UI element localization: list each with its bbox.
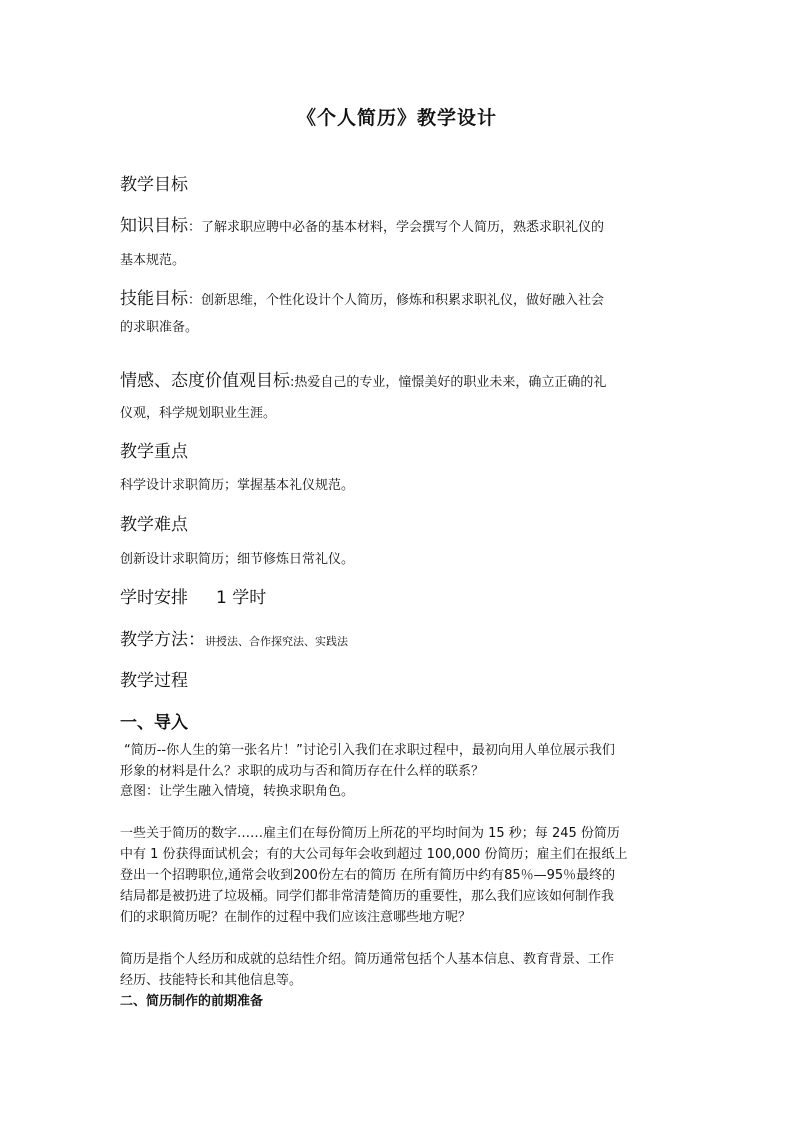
- difficulties-heading: 教学难点: [120, 515, 188, 535]
- attitude-objective-line1: [120, 366, 680, 391]
- section1-para1-line3: 意图：让学生融入情境，转换求职角色。: [120, 784, 355, 799]
- skill-objective-line2: 的求职准备。: [120, 320, 199, 335]
- section1-para3-line2: 经历、技能特长和其他信息等。: [120, 973, 303, 988]
- methods-text: 讲授法、合作探究法、实践法: [205, 635, 348, 648]
- methods-heading: 教学方法：: [120, 630, 205, 650]
- schedule-value: 1 学时: [216, 588, 267, 608]
- attitude-objective-label: 情感、态度价值观目标: [120, 371, 290, 391]
- key-points-text: 科学设计求职简历；掌握基本礼仪规范。: [120, 478, 355, 493]
- process-heading: 教学过程: [120, 671, 188, 691]
- section2-heading: 二、简历制作的前期准备: [120, 994, 264, 1009]
- objectives-heading: 教学目标: [120, 175, 188, 195]
- skill-objective-line1: [120, 284, 680, 309]
- section1-para2-line4: 结局都是被扔进了垃圾桶。同学们都非常清楚简历的重要性，那么我们应该如何制作我: [120, 889, 615, 904]
- section1-para2-line3: 登出一个招聘职位,通常会收到200份左右的简历 在所有简历中约有85％—95％最终的: [120, 868, 616, 883]
- knowledge-objective-line2: 基本规范。: [120, 253, 186, 268]
- section1-para2-line5: 们的求职简历呢？在制作的过程中我们应该注意哪些地方呢？: [120, 910, 472, 925]
- key-points-heading: 教学重点: [120, 442, 188, 462]
- section1-para3-line1: 简历是指个人经历和成就的总结性介绍。简历通常包括个人基本信息、教育背景、工作: [120, 952, 615, 967]
- section1-para1-line1: “简历--你人生的第一张名片！”讨论引入我们在求职过程中，最初向用人单位展示我们: [124, 743, 615, 758]
- section1-heading: 一、导入: [120, 713, 188, 733]
- methods-line: [120, 625, 680, 650]
- section1-para2-line2: 中有 1 份获得面试机会；有的大公司每年会收到超过 100,000 份简历；雇主们在报纸上: [120, 847, 628, 862]
- document-title: 《个人简历》教学设计: [296, 107, 497, 129]
- attitude-objective-text: :热爱自己的专业，憧憬美好的职业未来，确立正确的礼: [290, 375, 607, 390]
- schedule-heading: 学时安排: [120, 588, 188, 608]
- section1-para2-line1: 一些关于简历的数字……雇主们在每份简历上所花的平均时间为 15 秒；每 245 份简历: [120, 826, 620, 841]
- knowledge-objective-text: ：了解求职应聘中必备的基本材料，学会撰写个人简历，熟悉求职礼仪的: [188, 220, 605, 235]
- difficulties-text: 创新设计求职简历；细节修炼日常礼仪。: [120, 552, 355, 567]
- section1-para1-line2: 形象的材料是什么？求职的成功与否和简历存在什么样的联系？: [120, 764, 485, 779]
- schedule-line: [120, 583, 680, 608]
- skill-objective-text: ：创新思维，个性化设计个人简历，修炼和积累求职礼仪，做好融入社会: [188, 293, 605, 308]
- knowledge-objective-line1: [120, 211, 680, 236]
- attitude-objective-line2: 仪观，科学规划职业生涯。: [120, 406, 277, 421]
- knowledge-objective-label: 知识目标: [120, 216, 188, 236]
- skill-objective-label: 技能目标: [120, 289, 188, 309]
